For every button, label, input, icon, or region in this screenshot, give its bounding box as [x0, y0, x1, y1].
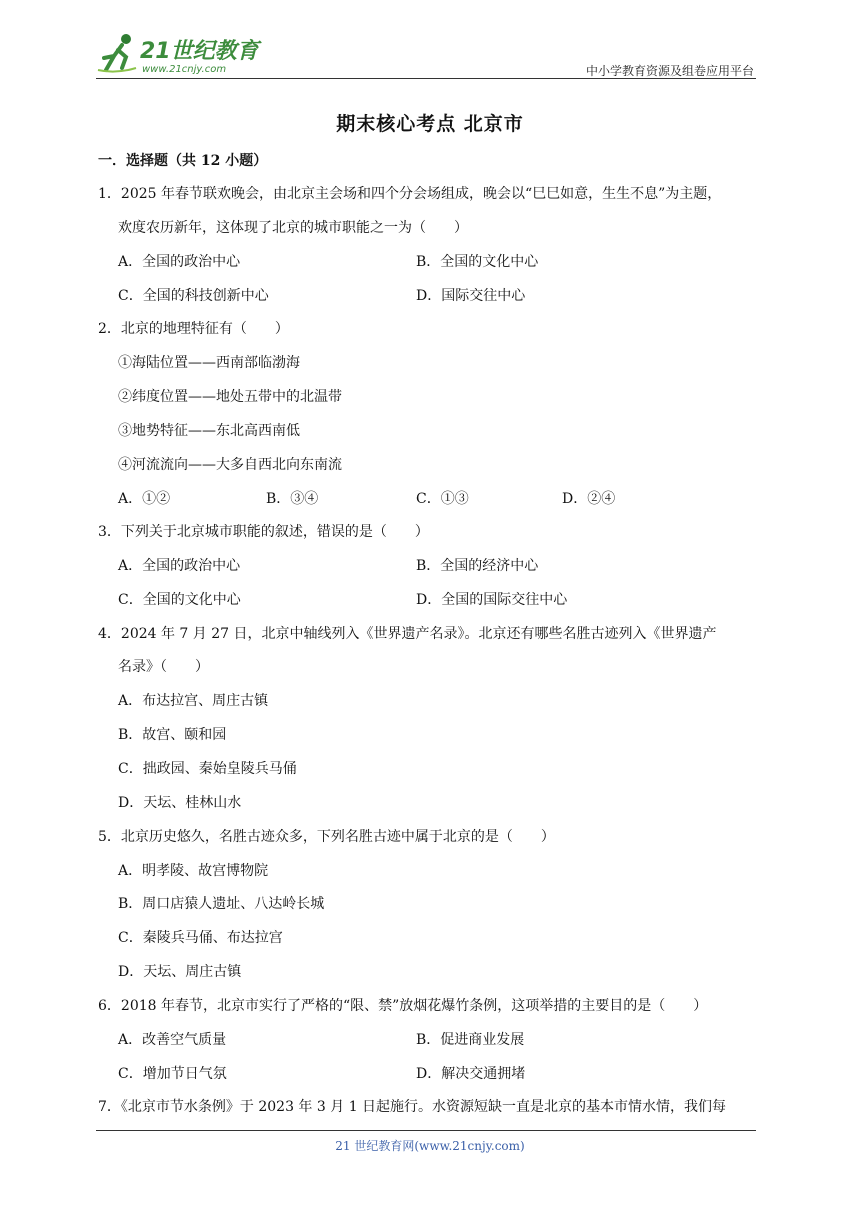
question-4-option-c: C．拙政园、秦始皇陵兵马俑 — [118, 761, 297, 777]
header-platform-text: 中小学教育资源及组卷应用平台 — [585, 64, 754, 78]
question-1-stem-line-2: 欢度农历新年，这体现了北京的城市职能之一为（ ） — [118, 220, 468, 236]
question-1-option-d: D．国际交往中心 — [416, 288, 526, 304]
question-6-stem: 6．2018 年春节，北京市实行了严格的“限、禁”放烟花爆竹条例，这项举措的主要目的是（ ） — [98, 998, 708, 1014]
question-6-option-c: C．增加节日气氛 — [118, 1066, 227, 1082]
logo-main-text: 21世纪教育 — [140, 39, 259, 64]
question-3-option-c: C．全国的文化中心 — [118, 592, 241, 608]
question-5-option-a: A．明孝陵、故宫博物院 — [118, 863, 269, 879]
footer-divider — [96, 1130, 756, 1131]
question-2-item-1: ①海陆位置——西南部临渤海 — [118, 355, 300, 371]
runner-icon — [98, 34, 136, 72]
question-7-stem-line-1: 7．《北京市节水条例》于 2023 年 3 月 1 日起施行。水资源短缺一直是北京的基本市情水情，我们每 — [98, 1099, 727, 1115]
question-2-option-b: B．③④ — [266, 491, 319, 507]
question-1-option-b: B．全国的文化中心 — [416, 254, 539, 270]
question-2-item-3: ③地势特征——东北高西南低 — [118, 423, 300, 439]
question-6-option-b: B．促进商业发展 — [416, 1032, 525, 1048]
footer-source: 21 世纪教育网(www.21cnjy.com) — [335, 1139, 525, 1153]
question-2-stem: 2．北京的地理特征有（ ） — [98, 321, 289, 337]
page-header — [96, 30, 756, 78]
question-3-option-b: B．全国的经济中心 — [416, 558, 539, 574]
question-5-option-d: D．天坛、周庄古镇 — [118, 964, 242, 980]
section-heading: 一．选择题（共 12 小题） — [98, 153, 268, 169]
question-2-option-c: C．①③ — [416, 491, 469, 507]
question-5-option-c: C．秦陵兵马俑、布达拉宫 — [118, 930, 283, 946]
question-6-option-a: A．改善空气质量 — [118, 1032, 227, 1048]
question-4-stem-line-2: 名录》（ ） — [118, 659, 209, 675]
question-1-option-a: A．全国的政治中心 — [118, 254, 241, 270]
logo-url-text: www.21cnjy.com — [142, 64, 227, 75]
header-divider — [96, 78, 756, 79]
question-2-option-a: A．①② — [118, 491, 171, 507]
question-2-item-2: ②纬度位置——地处五带中的北温带 — [118, 389, 342, 405]
question-3-option-a: A．全国的政治中心 — [118, 558, 241, 574]
question-5-stem: 5．北京历史悠久，名胜古迹众多，下列名胜古迹中属于北京的是（ ） — [98, 829, 555, 845]
question-1-stem-line-1: 1．2025 年春节联欢晚会，由北京主会场和四个分会场组成，晚会以“巳巳如意，生生不息”为主题， — [98, 186, 722, 202]
question-3-stem: 3．下列关于北京城市职能的叙述，错误的是（ ） — [98, 524, 429, 540]
question-1-option-c: C．全国的科技创新中心 — [118, 288, 269, 304]
question-4-option-d: D．天坛、桂林山水 — [118, 795, 242, 811]
question-4-option-a: A．布达拉宫、周庄古镇 — [118, 693, 269, 709]
question-3-option-d: D．全国的国际交往中心 — [416, 592, 568, 608]
question-5-option-b: B．周口店猿人遗址、八达岭长城 — [118, 896, 325, 912]
logo — [96, 30, 266, 76]
question-4-stem-line-1: 4．2024 年 7 月 27 日，北京中轴线列入《世界遗产名录》。北京还有哪些名胜古迹列入《世界遗产 — [98, 626, 717, 642]
question-6-option-d: D．解决交通拥堵 — [416, 1066, 526, 1082]
question-2-option-d: D．②④ — [562, 491, 616, 507]
page-title: 期末核心考点 北京市 — [336, 113, 524, 135]
question-4-option-b: B．故宫、颐和园 — [118, 727, 227, 743]
question-2-item-4: ④河流流向——大多自西北向东南流 — [118, 457, 342, 473]
